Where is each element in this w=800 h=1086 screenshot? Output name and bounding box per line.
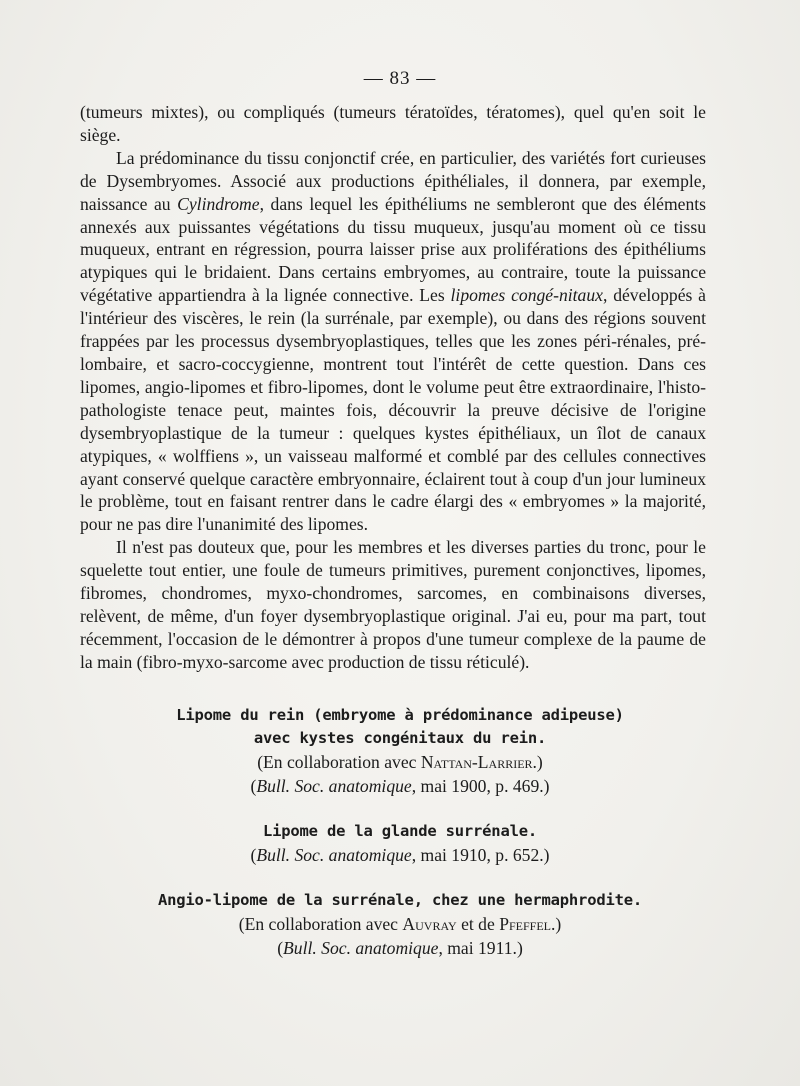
collab-suffix: .) — [532, 752, 543, 772]
source-date: , mai 1900, p. 469.) — [411, 776, 550, 796]
body-text — [80, 101, 706, 674]
page-number: — 83 — — [363, 68, 437, 89]
reference-1-title-line-1: Lipome du rein (embryome à prédominance adipeuse) — [176, 706, 624, 724]
source-open: ( — [277, 938, 284, 958]
reference-1 — [80, 704, 720, 798]
paragraph-1 — [80, 101, 706, 147]
paragraph-2 — [80, 147, 706, 536]
reference-1-source — [80, 774, 720, 798]
collaborator-name: Auvray — [402, 914, 457, 934]
reference-2 — [80, 820, 720, 867]
collab-prefix: (En collaboration avec — [257, 752, 421, 772]
collab-suffix: .) — [550, 914, 562, 934]
journal-name: Bull. Soc. anatomique — [256, 776, 412, 796]
reference-3-collaboration — [80, 912, 720, 936]
source-date: , mai 1910, p. 652.) — [411, 845, 550, 865]
reference-3 — [80, 889, 720, 960]
collab-joiner: et de — [456, 914, 500, 934]
reference-3-title-line-1: Angio-lipome de la surrénale, chez une hermaphrodite. — [158, 891, 642, 909]
paragraph-2-text-c: , développés à l'intérieur des viscères, le rein (la surrénale, par exemple), ou dans des régions souvent frappées par les processus dysembryoplastiques, telles que les zones péri-rénales, pré-lombaire, et sacro-coccygienne, montrent tout l'intérêt de cette question. Dans ces lipomes, angio-lipomes et fibro-lipomes, dont le volume peut être extraordinaire, l'histo-pathologiste tenace peut, maintes fois, découvrir la preuve décisive de l'origine dysembryoplastique de la tumeur : quelques kystes épithéliaux, un îlot de canaux atypiques, « wolffiens », un vaisseau malformé et comblé par des cellules connectives ayant conservé quelque caractère embryonnaire, éclairent tout à coup d'un jour lumineux le problème, tout en faisant rentrer dans le cadre élargi des « embryomes » la majorité, pour ne pas dire l'unanimité des lipomes. — [80, 285, 706, 535]
reference-1-collaboration — [80, 750, 720, 774]
reference-3-source — [80, 936, 720, 960]
source-open: ( — [250, 776, 257, 796]
lipomes-congenitaux-term: lipomes congé-nitaux — [450, 285, 603, 306]
paragraph-2-text-b: , dans lequel les épithéliums ne sembleront que des éléments annexés aux puissantes végétations du tissu muqueux, jusqu'au moment où ce tissu muqueux, entrant en régression, pourra laisser prise aux proliférations des épithéliums atypiques qui le bridaient. Dans certains embryomes, au contraire, toute la puissance végétative appartiendra à la lignée connective. Les — [80, 193, 706, 306]
collaborator-name: Pfeffel — [499, 914, 551, 934]
paragraph-3 — [80, 536, 706, 673]
paragraph-3-text: Il n'est pas douteux que, pour les membres et les diverses parties du tronc, pour le squelette tout entier, une foule de tumeurs primitives, purement conjonctives, lipomes, fibromes, chondromes, myxo-chondromes, sarcomes, en combinaisons diverses, relèvent, de même, d'un foyer dysembryoplastique original. J'ai eu, pour ma part, tout récemment, l'occasion de le démontrer à propos d'une tumeur complexe de la paume de la main (fibro-myxo-sarcome avec production de tissu réticulé). — [80, 537, 706, 672]
collab-prefix: (En collaboration avec — [238, 914, 403, 934]
source-open: ( — [250, 845, 257, 865]
reference-2-source — [80, 843, 720, 867]
reference-2-title-line-1: Lipome de la glande surrénale. — [263, 822, 537, 840]
cylindrome-term: Cylindrome — [177, 193, 260, 214]
journal-name: Bull. Soc. anatomique — [283, 938, 439, 958]
journal-name: Bull. Soc. anatomique — [256, 845, 412, 865]
source-date: , mai 1911.) — [438, 938, 523, 958]
references — [80, 704, 720, 982]
collaborator-name: Nattan-Larrier — [420, 752, 533, 772]
reference-1-title-line-2: avec kystes congénitaux du rein. — [253, 729, 547, 747]
paragraph-2-text-a: La prédominance du tissu conjonctif crée, en particulier, des variétés fort curieuses de Dysembryomes. Associé aux productions épithéliales, il donnera, par exemple, naissance au — [80, 147, 706, 214]
paragraph-1-text: (tumeurs mixtes), ou compliqués (tumeurs tératoïdes, tératomes), quel qu'en soit le siège. — [80, 102, 706, 145]
